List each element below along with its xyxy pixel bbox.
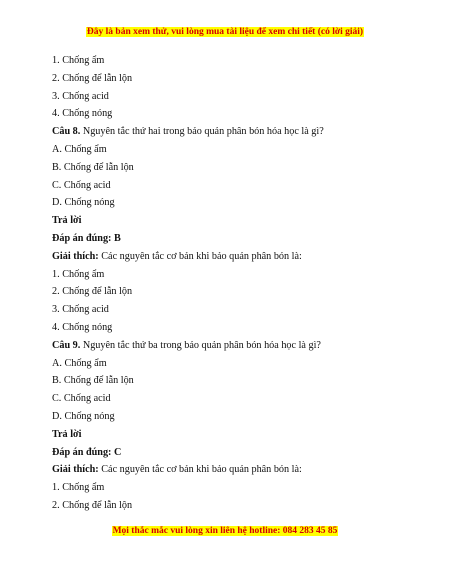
header-notice [0, 27, 450, 37]
question-9 [52, 337, 412, 355]
question-label: Câu 8. [52, 126, 81, 138]
answer-heading: Trả lời [52, 428, 82, 440]
list-item: 4. Chống nóng [52, 108, 113, 120]
question-label: Câu 9. [52, 339, 81, 351]
explanation-label: Giải thích: [52, 250, 99, 262]
explanation [52, 248, 412, 266]
list-item: 1. Chống ẩm [52, 55, 105, 66]
header-notice-text: Đây là bản xem thử, vui lòng mua tài liệu để xem chi tiết (có lời giải) [86, 27, 364, 37]
list-item: 3. Chống acid [52, 304, 109, 316]
option-b: B. Chống để lẫn lộn [52, 375, 134, 387]
explanation-label: Giải thích: [52, 464, 99, 476]
question-8 [52, 123, 412, 141]
correct-answer: Đáp án đúng: B [52, 232, 121, 244]
list-item: 3. Chống acid [52, 90, 109, 102]
question-text: Nguyên tắc thứ ba trong bảo quản phân bón hóa học là gì? [80, 339, 321, 351]
question-text: Nguyên tắc thứ hai trong bảo quản phân bón hóa học là gì? [80, 126, 324, 138]
option-d: D. Chống nóng [52, 197, 115, 209]
list-item: 1. Chống ẩm [52, 268, 105, 280]
option-c: C. Chống acid [52, 393, 111, 405]
list-item: 2. Chống để lẫn lộn [52, 286, 133, 298]
footer-notice [0, 526, 450, 536]
explanation-text: Các nguyên tắc cơ bản khi bảo quản phân bón là: [98, 464, 302, 476]
option-a: A. Chống ẩm [52, 357, 107, 369]
answer-heading: Trả lời [52, 215, 82, 227]
list-item: 2. Chống để lẫn lộn [52, 499, 133, 511]
option-b: B. Chống để lẫn lộn [52, 161, 134, 173]
explanation-text: Các nguyên tắc cơ bản khi bảo quản phân bón là: [98, 250, 302, 262]
correct-answer: Đáp án đúng: C [52, 446, 122, 458]
footer-notice-text: Mọi thắc mắc vui lòng xin liên hệ hotline: 084 283 45 85 [112, 526, 338, 536]
list-item: 4. Chống nóng [52, 321, 113, 333]
document-body [52, 52, 412, 515]
list-item: 1. Chống ẩm [52, 482, 105, 494]
option-d: D. Chống nóng [52, 410, 115, 422]
option-a: A. Chống ẩm [52, 143, 107, 155]
explanation [52, 461, 412, 479]
option-c: C. Chống acid [52, 179, 111, 191]
list-item: 2. Chống để lẫn lộn [52, 72, 133, 84]
